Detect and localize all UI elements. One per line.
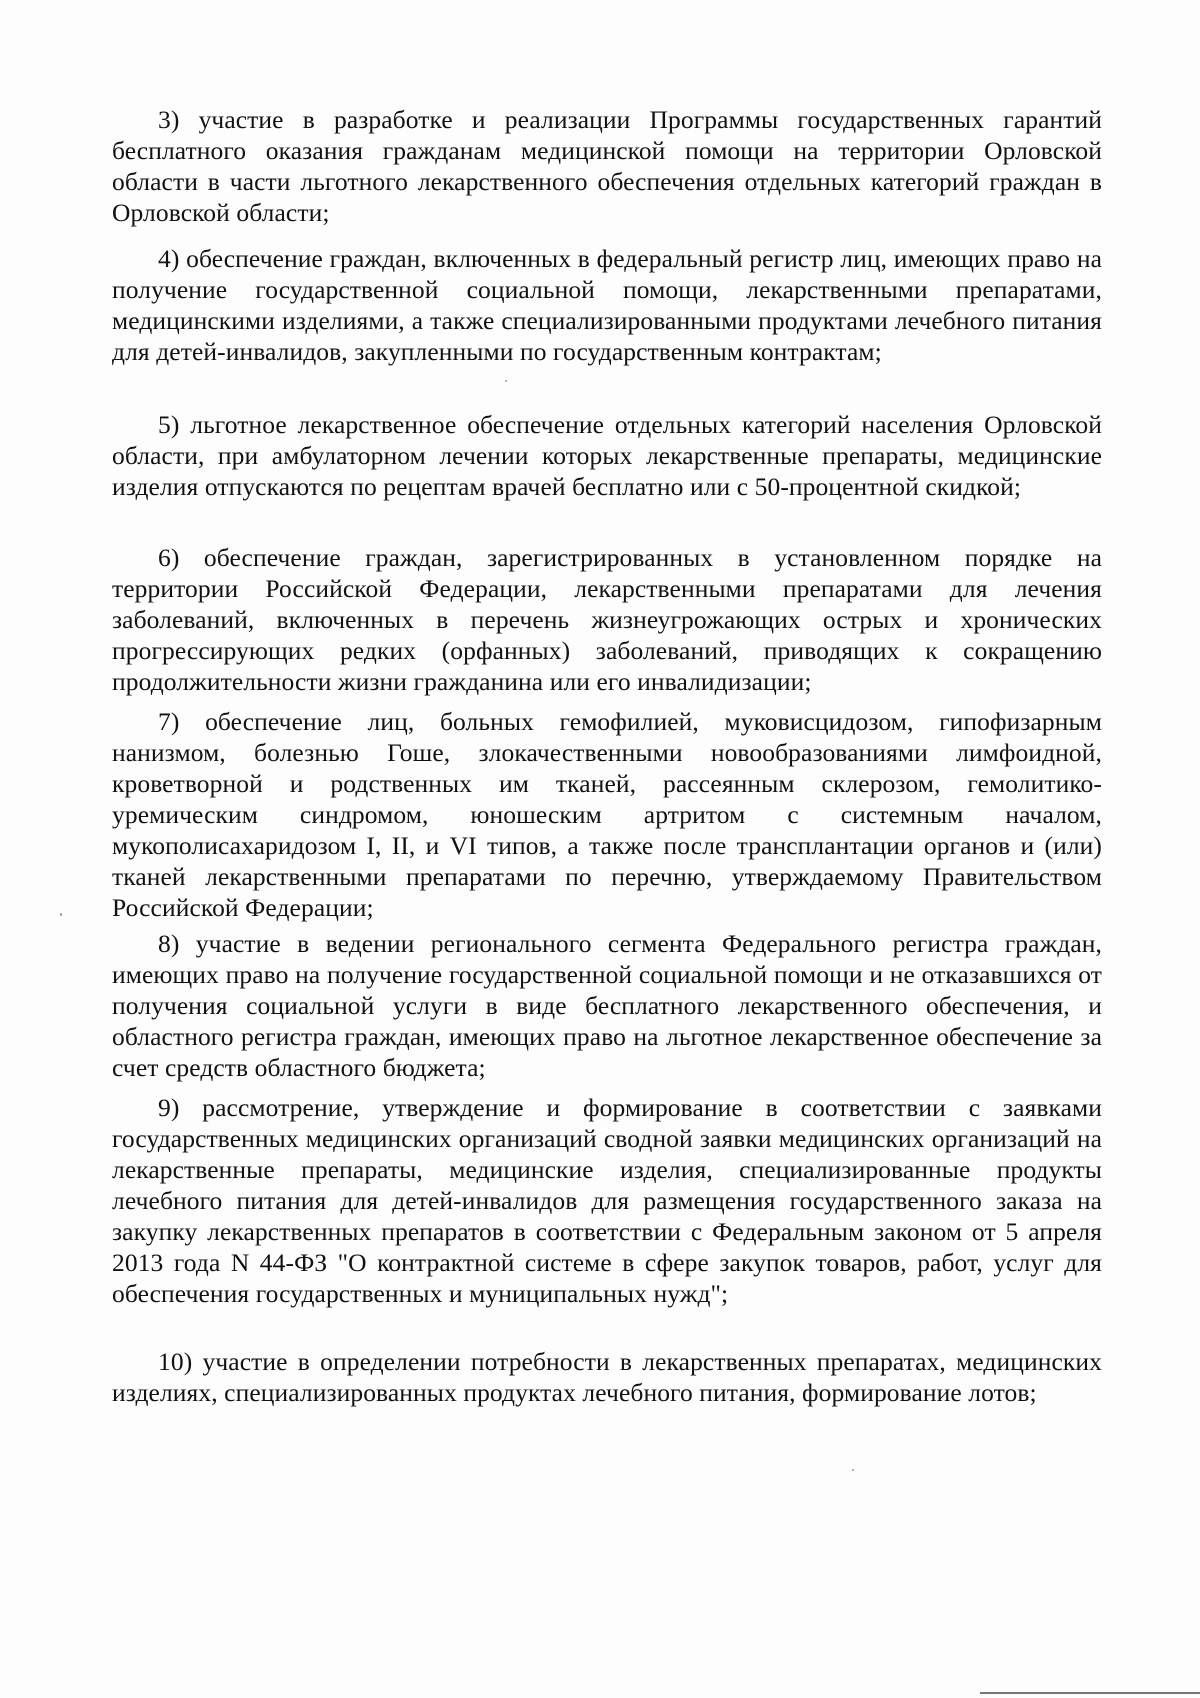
paragraph-item-5: 5) льготное лекарственное обеспечение отдельных категорий населения Орловской области, при амбулаторном лечении которых лекарственные препараты, медицинские изделия отпускаются по рецептам врачей бесплатно или с 50-процентной скидкой; — [112, 410, 1102, 501]
scan-edge-line — [980, 1692, 1200, 1694]
paragraph-item-10: 10) участие в определении потребности в лекарственных препаратах, медицинских изделиях, специализированных продуктах лечебного питания, формирование лотов; — [112, 1347, 1102, 1407]
paragraph-item-9: 9) рассмотрение, утверждение и формирование в соответствии с заявками государственных медицинских организаций сводной заявки медицинских организаций на лекарственные препараты, медицинские изделия, специализированные продукты лечебного питания для детей-инвалидов для размещения государственного заказа на закупку лекарственных препаратов в соответствии с Федеральным законом от 5 апреля 2013 года N 44-ФЗ "О контрактной системе в сфере закупок товаров, работ, услуг для обеспечения государственных и муниципальных нужд"; — [112, 1093, 1102, 1308]
paragraph-item-4: 4) обеспечение граждан, включенных в федеральный регистр лиц, имеющих право на получение государственной социальной помощи, лекарственными препаратами, медицинскими изделиями, а также специализированными продуктами лечебного питания для детей-инвалидов, закупленными по государственным контрактам; — [112, 244, 1102, 366]
paragraph-item-8: 8) участие в ведении регионального сегмента Федерального регистра граждан, имеющих право на получение государственной социальной помощи и не отказавшихся от получения социальной услуги в виде бесплатного лекарственного обеспечения, и областного регистра граждан, имеющих право на льготное лекарственное обеспечение за счет средств областного бюджета; — [112, 929, 1102, 1082]
paragraph-item-6: 6) обеспечение граждан, зарегистрированных в установленном порядке на территории Российской Федерации, лекарственными препаратами для лечения заболеваний, включенных в перечень жизнеугрожающих острых и хронических прогрессирующих редких (орфанных) заболеваний, приводящих к сокращению продолжительности жизни гражданина или его инвалидизации; — [112, 543, 1102, 696]
paragraph-item-7: 7) обеспечение лиц, больных гемофилией, муковисцидозом, гипофизарным нанизмом, болезнью Гоше, злокачественными новообразованиями лимфоидной, кроветворной и родственных им тканей, рассеянным склерозом, гемолитико-уремическим синдромом, юношеским артритом с системным началом, мукополисахаридозом I, II, и VI типов, а также после трансплантации органов и (или) тканей лекарственными препаратами по перечню, утверждаемому Правительством Российской Федерации; — [112, 707, 1102, 922]
paragraph-item-3: 3) участие в разработке и реализации Программы государственных гарантий бесплатного оказания гражданам медицинской помощи на территории Орловской области в части льготного лекарственного обеспечения отдельных категорий граждан в Орловской области; — [112, 105, 1102, 227]
scan-speck — [60, 913, 62, 916]
scan-speck — [505, 380, 507, 382]
scan-speck — [852, 1469, 854, 1471]
